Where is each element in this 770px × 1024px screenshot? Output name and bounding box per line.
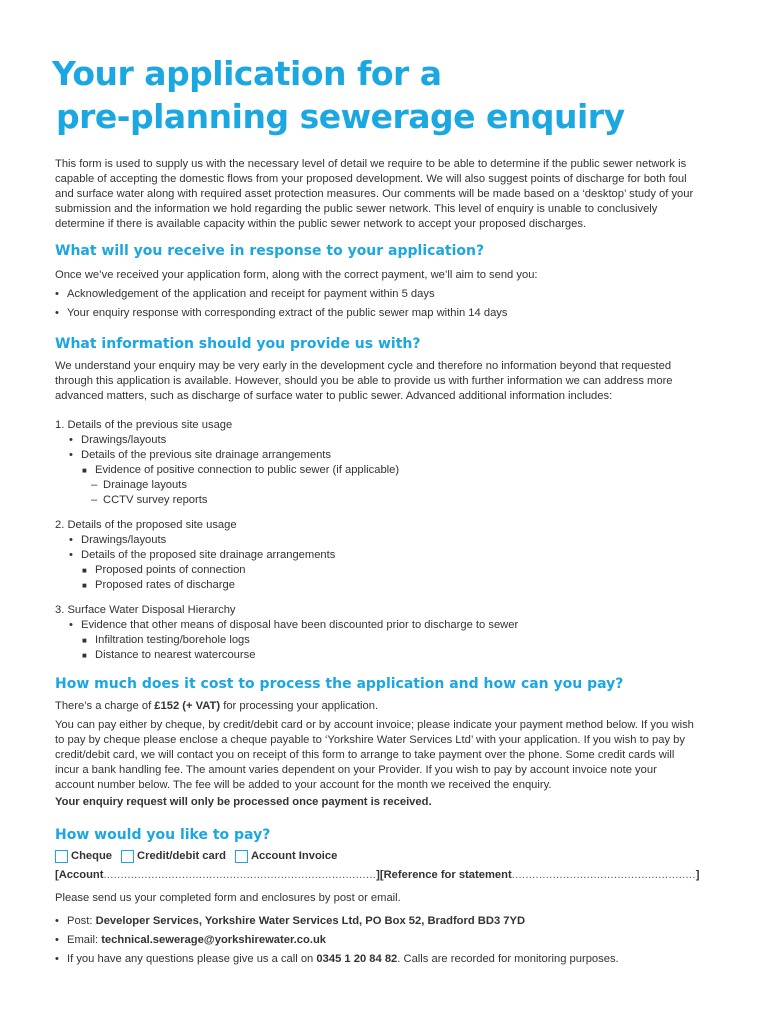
account-reference-line	[55, 868, 700, 883]
post-item	[55, 914, 695, 929]
provide-section	[55, 335, 695, 663]
invoice-option[interactable]	[235, 849, 337, 864]
list-item: – Drainage layouts	[55, 478, 695, 493]
account-label: [Account	[55, 869, 104, 881]
cost-heading: How much does it cost to process the application and how can you pay?	[55, 676, 624, 692]
contact-list	[55, 914, 695, 967]
receive-heading: What will you receive in response to your application?	[55, 243, 485, 259]
list-item: • Drawings/layouts	[55, 533, 695, 548]
payment-options	[55, 849, 695, 864]
list-item: • Evidence that other means of disposal have been discounted prior to discharge to sewer	[55, 618, 695, 633]
invoice-label: Account Invoice	[250, 850, 338, 862]
receive-section	[55, 242, 695, 321]
charge-text: There’s a charge of	[55, 700, 155, 712]
provide-heading: What information should you provide us with?	[55, 336, 421, 352]
list-item: 3. Surface Water Disposal Hierarchy	[55, 604, 236, 616]
payment-note: Your enquiry request will only be processed once payment is received.	[55, 796, 432, 808]
list-item: • Drawings/layouts	[55, 433, 695, 448]
phone-text: If you have any questions please give us a call on	[67, 953, 317, 965]
surface-water-group	[55, 603, 695, 663]
cheque-checkbox[interactable]	[55, 850, 68, 863]
list-item: 1. Details of the previous site usage	[55, 419, 233, 431]
card-checkbox[interactable]	[121, 850, 134, 863]
pay-section	[55, 826, 700, 967]
list-item: • Your enquiry response with corresponding extract of the public sewer map within 14 days	[55, 306, 695, 321]
pay-heading: How would you like to pay?	[55, 827, 271, 843]
receive-list	[55, 287, 695, 321]
list-item: ■ Proposed rates of discharge	[55, 578, 695, 593]
list-item: 2. Details of the proposed site usage	[55, 519, 237, 531]
reference-label: ][Reference for statement	[376, 869, 512, 881]
list-item: – CCTV survey reports	[55, 493, 695, 508]
phone-number[interactable]: 0345 1 20 84 82	[316, 953, 398, 965]
title-line-1: Your application for a	[52, 54, 442, 93]
reference-field[interactable]: ......................................................	[511, 869, 696, 881]
card-option[interactable]	[121, 849, 226, 864]
page-title	[52, 52, 625, 138]
cheque-option[interactable]	[55, 849, 112, 864]
list-item: ■ Proposed points of connection	[55, 563, 695, 578]
email-item	[55, 933, 695, 948]
list-item: ■ Evidence of positive connection to public sewer (if applicable)	[55, 463, 695, 478]
list-item: • Details of the proposed site drainage arrangements	[55, 548, 695, 563]
email-label: Email:	[67, 934, 102, 946]
charge-line	[55, 699, 695, 714]
email-link[interactable]: technical.sewerage@yorkshirewater.co.uk	[101, 934, 327, 946]
account-number-field[interactable]: ................................................................................	[103, 869, 377, 881]
phone-text-end: . Calls are recorded for monitoring purposes.	[397, 953, 619, 965]
cost-section	[55, 675, 695, 810]
list-item: • Details of the previous site drainage arrangements	[55, 448, 695, 463]
invoice-checkbox[interactable]	[235, 850, 248, 863]
charge-amount: £152 (+ VAT)	[154, 700, 221, 712]
post-address: Developer Services, Yorkshire Water Services Ltd, PO Box 52, Bradford BD3 7YD	[95, 915, 526, 927]
card-label: Credit/debit card	[137, 850, 226, 862]
intro-paragraph: This form is used to supply us with the necessary level of detail we require to be able to determine if the public sewer network is capable of accepting the domestic flows from your proposed development. We will also suggest points of discharge for both foul and surface water along with required asset protection measures. Our comments will be made based on a ‘desktop’ study of your submission and the information we hold regarding the public sewer network. This level of enquiry is unable to conclusively determine if there is available capacity within the public sewer network to accept your proposed discharges.	[55, 158, 694, 230]
previous-site-group	[55, 418, 695, 508]
charge-text-end: for processing your application.	[220, 700, 379, 712]
title-line-2: pre-planning sewerage enquiry	[56, 97, 625, 136]
list-item: ■ Infiltration testing/borehole logs	[55, 633, 695, 648]
send-instructions: Please send us your completed form and enclosures by post or email.	[55, 892, 401, 904]
provide-lead: We understand your enquiry may be very early in the development cycle and therefore no information beyond that requested through this application is available. However, should you be able to provide us with further information we can address more advanced matters, such as discharge of surface water to public sewer. Advanced additional information includes:	[55, 360, 673, 402]
post-label: Post:	[67, 915, 96, 927]
payment-paragraph: You can pay either by cheque, by credit/debit card or by account invoice; please indicate your payment method below. If you wish to pay by cheque please enclose a cheque payable to ‘Yorkshire Water Services Ltd’ with your application. If you wish to pay by credit/debit card, we will contact you on receipt of this form to arrange to take payment over the phone. Some credit cards will incur a bank handling fee. The amount varies dependent on your Provider. If you wish to pay by account invoice note your account number below. The fee will be added to your account for the month we received the enquiry.	[55, 719, 694, 791]
list-item: • Acknowledgement of the application and receipt for payment within 5 days	[55, 287, 695, 302]
form-body	[55, 157, 700, 967]
cheque-label: Cheque	[71, 850, 113, 862]
reference-end: ]	[695, 869, 700, 881]
receive-lead: Once we’ve received your application form, along with the correct payment, we’ll aim to send you:	[55, 269, 538, 281]
proposed-site-group	[55, 518, 695, 593]
list-item: ■ Distance to nearest watercourse	[55, 648, 695, 663]
phone-item	[55, 952, 695, 967]
